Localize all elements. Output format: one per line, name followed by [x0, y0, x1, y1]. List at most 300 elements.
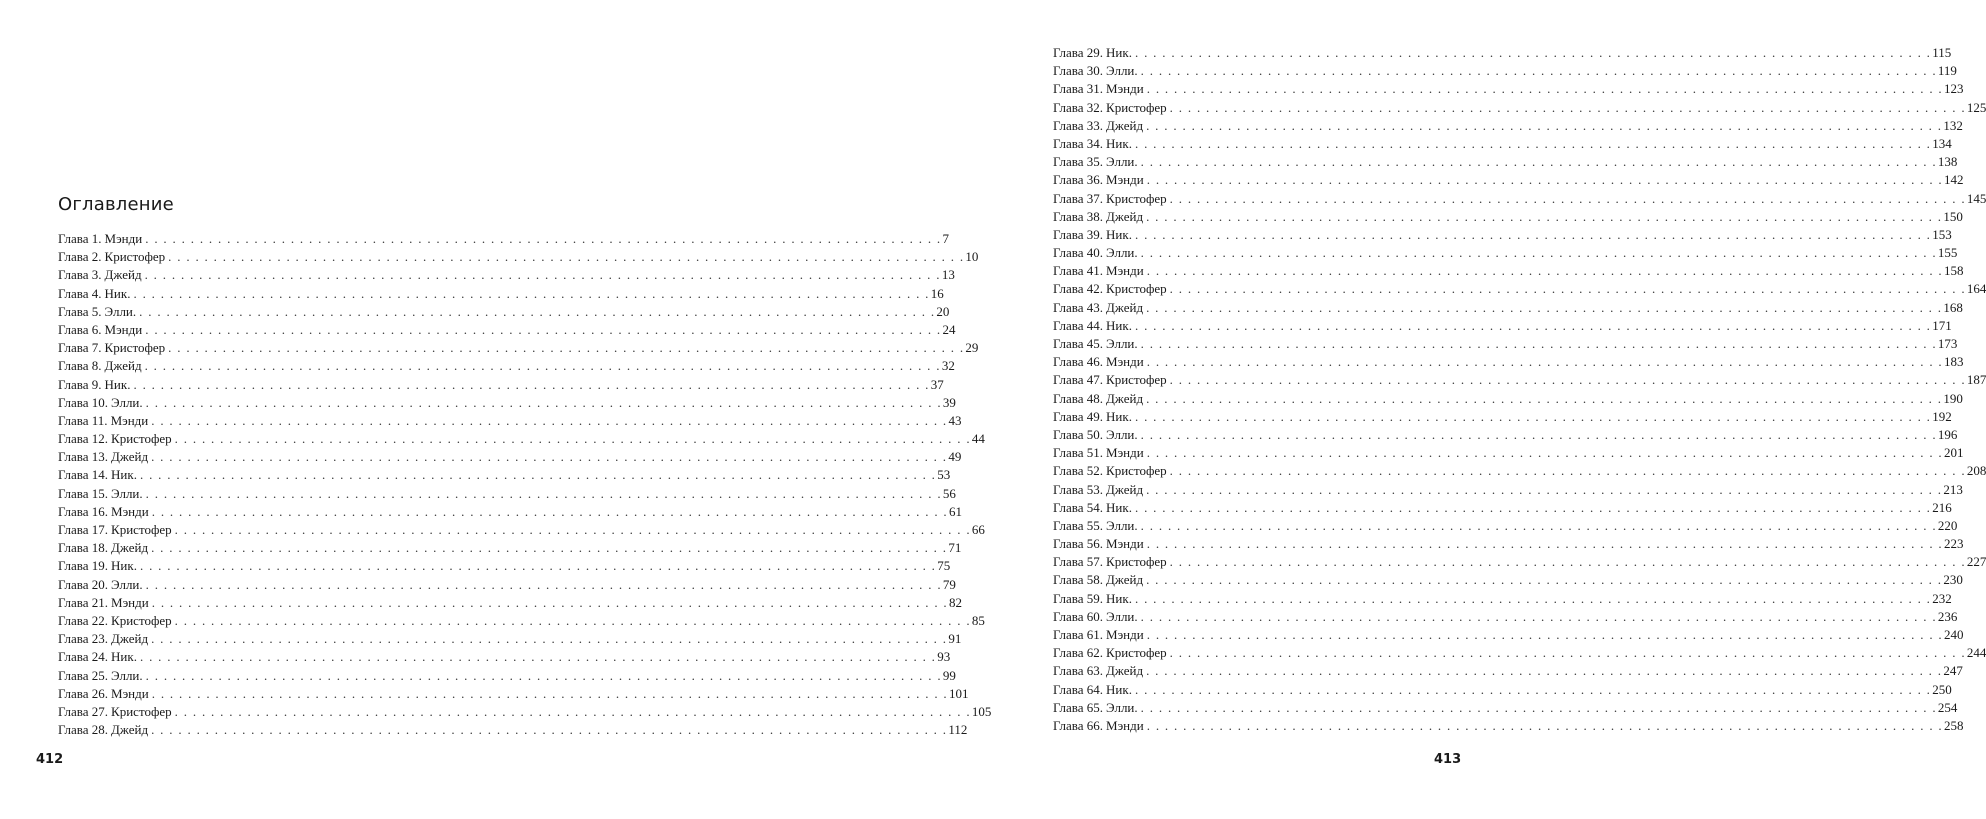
toc-entry: [1053, 99, 1986, 117]
chapter-title: Джейд: [111, 540, 149, 556]
right-page: [500, 0, 1986, 819]
chapter-title: Мэнди: [111, 594, 149, 610]
chapter-page-number: 168: [1943, 299, 1963, 315]
dot-leader: [1147, 535, 1943, 553]
chapter-page-number: 119: [1937, 63, 1957, 79]
chapter-page-number: 101: [948, 685, 969, 701]
chapter-label: Глава 2.: [58, 249, 102, 265]
toc-entry: [58, 230, 949, 248]
dot-leader: [1135, 44, 1931, 62]
chapter-label: Глава 15.: [58, 485, 109, 501]
chapter-page-number: 43: [948, 412, 962, 428]
chapter-title: Мэнди: [104, 321, 143, 337]
chapter-page-number: 240: [1943, 627, 1964, 642]
toc-entry: [58, 630, 962, 648]
toc-entry: [58, 594, 962, 612]
chapter-page-number: 258: [1943, 717, 1964, 733]
chapter-label: Глава 17.: [58, 522, 109, 537]
dot-leader: [1135, 317, 1931, 335]
dot-leader: [1170, 462, 1966, 480]
dot-leader: [1141, 426, 1937, 444]
chapter-page-number: 37: [930, 376, 944, 392]
toc-entry: [1053, 262, 1964, 280]
dot-leader: [1135, 135, 1931, 153]
toc-entry: [1053, 717, 1964, 735]
chapter-title: Джейд: [1106, 572, 1144, 588]
chapter-label: Глава 33.: [1053, 117, 1104, 133]
toc-entry: [1053, 171, 1964, 189]
chapter-page-number: 223: [1943, 536, 1964, 552]
dot-leader: [1147, 717, 1943, 735]
toc-entry: [1053, 226, 1952, 244]
chapter-title: Ник.: [1106, 499, 1132, 515]
chapter-label: Глава 29.: [1053, 45, 1104, 60]
dot-leader: [1170, 553, 1966, 571]
chapter-label: Глава 5.: [58, 303, 102, 319]
toc-entry: [1053, 44, 1952, 62]
chapter-label: Глава 36.: [1053, 172, 1104, 188]
chapter-title: Кристофер: [104, 340, 166, 356]
chapter-title: Ник.: [1106, 226, 1132, 242]
dot-leader: [1147, 353, 1943, 371]
chapter-title: Элли.: [111, 394, 143, 410]
page-number-right: 413: [1434, 752, 1462, 767]
chapter-title: Джейд: [111, 722, 149, 738]
dot-leader: [1135, 499, 1931, 517]
chapter-title: Кристофер: [1106, 554, 1167, 570]
dot-leader: [1147, 444, 1943, 462]
chapter-title: Элли.: [1106, 154, 1138, 170]
chapter-page-number: 16: [930, 285, 944, 301]
chapter-page-number: 91: [948, 631, 962, 647]
toc-entry: [1053, 353, 1964, 371]
chapter-title: Мэнди: [1106, 81, 1144, 97]
dot-leader: [1146, 481, 1942, 499]
chapter-label: Глава 65.: [1053, 699, 1104, 715]
chapter-label: Глава 53.: [1053, 481, 1104, 497]
chapter-label: Глава 49.: [1053, 408, 1104, 424]
chapter-page-number: 247: [1943, 663, 1963, 679]
chapter-page-number: 190: [1943, 390, 1963, 406]
dot-leader: [1170, 190, 1966, 208]
chapter-title: Ник.: [1106, 681, 1132, 697]
chapter-title: Элли.: [1106, 63, 1138, 79]
toc-entry: [58, 430, 985, 448]
chapter-page-number: 93: [937, 649, 951, 665]
toc-entry: [1053, 408, 1952, 426]
toc-entry: [1053, 517, 1958, 535]
chapter-label: Глава 22.: [58, 612, 109, 628]
chapter-label: Глава 1.: [58, 231, 102, 246]
chapter-title: Элли.: [1106, 608, 1138, 624]
toc-entry: [58, 376, 944, 394]
chapter-title: Мэнди: [1106, 263, 1144, 279]
dot-leader: [1141, 699, 1937, 717]
toc-list-left: [58, 230, 992, 739]
chapter-label: Глава 48.: [1053, 390, 1104, 406]
dot-leader: [1147, 262, 1943, 280]
dot-leader: [1141, 62, 1937, 80]
dot-leader: [1135, 681, 1931, 699]
chapter-title: Мэнди: [110, 412, 149, 428]
chapter-page-number: 123: [1943, 81, 1964, 97]
chapter-label: Глава 47.: [1053, 372, 1104, 388]
chapter-page-number: 10: [965, 249, 979, 265]
chapter-title: Ник.: [104, 285, 131, 301]
toc-entry: [58, 339, 979, 357]
chapter-page-number: 125: [1966, 99, 1986, 115]
toc-heading: Оглавление: [58, 194, 174, 215]
chapter-title: Ник.: [104, 376, 131, 392]
chapter-label: Глава 43.: [1053, 299, 1104, 315]
chapter-title: Джейд: [104, 267, 142, 283]
chapter-label: Глава 39.: [1053, 226, 1104, 242]
chapter-page-number: 216: [1932, 499, 1952, 515]
chapter-label: Глава 62.: [1053, 645, 1104, 661]
chapter-label: Глава 13.: [58, 449, 109, 465]
toc-entry: [58, 448, 962, 466]
toc-entry: [58, 612, 985, 630]
chapter-label: Глава 57.: [1053, 554, 1104, 570]
toc-entry: [58, 685, 969, 703]
chapter-title: Ник.: [111, 558, 137, 574]
chapter-page-number: 153: [1932, 226, 1952, 242]
chapter-page-number: 13: [941, 267, 955, 283]
chapter-label: Глава 7.: [58, 340, 102, 356]
chapter-label: Глава 37.: [1053, 190, 1104, 206]
chapter-title: Элли.: [1106, 699, 1138, 715]
toc-entry: [58, 248, 979, 266]
chapter-page-number: 44: [971, 431, 985, 447]
dot-leader: [1146, 299, 1942, 317]
chapter-page-number: 155: [1937, 245, 1958, 261]
toc-entry: [1053, 590, 1952, 608]
chapter-title: Джейд: [1106, 117, 1144, 133]
toc-entry: [58, 721, 968, 739]
chapter-label: Глава 25.: [58, 667, 109, 683]
chapter-label: Глава 40.: [1053, 245, 1104, 261]
dot-leader: [1147, 171, 1943, 189]
chapter-label: Глава 64.: [1053, 681, 1104, 697]
toc-entry: [1053, 444, 1964, 462]
chapter-title: Элли.: [111, 667, 143, 683]
chapter-page-number: 227: [1966, 554, 1986, 570]
dot-leader: [1170, 644, 1966, 662]
dot-leader: [1135, 408, 1931, 426]
chapter-label: Глава 35.: [1053, 154, 1104, 170]
chapter-label: Глава 11.: [58, 412, 108, 428]
toc-entry: [58, 466, 951, 484]
chapter-label: Глава 54.: [1053, 499, 1104, 515]
toc-entry: [1053, 626, 1964, 644]
dot-leader: [1170, 99, 1966, 117]
dot-leader: [1135, 226, 1931, 244]
chapter-page-number: 24: [942, 321, 956, 337]
toc-entry: [1053, 153, 1958, 171]
chapter-page-number: 196: [1937, 426, 1958, 442]
chapter-page-number: 39: [942, 394, 956, 410]
chapter-page-number: 232: [1932, 590, 1952, 606]
chapter-label: Глава 3.: [58, 267, 102, 283]
toc-entry: [1053, 608, 1958, 626]
chapter-title: Кристофер: [104, 249, 166, 265]
chapter-label: Глава 66.: [1053, 717, 1104, 733]
chapter-title: Элли.: [104, 303, 137, 319]
chapter-page-number: 115: [1932, 45, 1952, 60]
toc-entry: [58, 321, 956, 339]
toc-entry: [1053, 335, 1958, 353]
dot-leader: [1147, 626, 1943, 644]
chapter-title: Мэнди: [1106, 172, 1144, 188]
chapter-page-number: 187: [1966, 372, 1986, 388]
chapter-label: Глава 30.: [1053, 63, 1104, 79]
chapter-label: Глава 51.: [1053, 445, 1104, 461]
chapter-page-number: 132: [1943, 117, 1963, 133]
chapter-page-number: 29: [965, 340, 979, 356]
chapter-title: Джейд: [1106, 208, 1144, 224]
toc-entry: [58, 648, 951, 666]
chapter-title: Элли.: [111, 576, 143, 592]
chapter-label: Глава 31.: [1053, 81, 1104, 97]
chapter-label: Глава 10.: [58, 394, 109, 410]
toc-entry: [1053, 571, 1963, 589]
chapter-page-number: 7: [942, 231, 949, 246]
chapter-page-number: 79: [942, 576, 956, 592]
toc-entry: [58, 412, 962, 430]
chapter-label: Глава 9.: [58, 376, 102, 392]
chapter-title: Мэнди: [1106, 536, 1144, 552]
toc-entry: [1053, 280, 1986, 298]
chapter-page-number: 75: [937, 558, 951, 574]
chapter-page-number: 49: [948, 449, 962, 465]
chapter-label: Глава 59.: [1053, 590, 1104, 606]
chapter-label: Глава 58.: [1053, 572, 1104, 588]
toc-entry: [1053, 371, 1986, 389]
chapter-title: Мэнди: [1106, 717, 1144, 733]
chapter-title: Джейд: [1106, 299, 1144, 315]
toc-entry: [1053, 135, 1952, 153]
chapter-page-number: 213: [1943, 481, 1963, 497]
chapter-label: Глава 27.: [58, 703, 109, 719]
chapter-title: Элли.: [111, 485, 143, 501]
chapter-page-number: 250: [1932, 681, 1952, 697]
toc-entry: [58, 503, 962, 521]
toc-entry: [1053, 681, 1952, 699]
chapter-title: Джейд: [111, 631, 149, 647]
chapter-title: Джейд: [111, 449, 149, 465]
chapter-label: Глава 63.: [1053, 663, 1104, 679]
toc-entry: [1053, 244, 1958, 262]
toc-entry: [58, 303, 950, 321]
chapter-title: Джейд: [1106, 481, 1144, 497]
dot-leader: [1170, 371, 1966, 389]
chapter-page-number: 254: [1937, 699, 1958, 715]
chapter-label: Глава 4.: [58, 285, 102, 301]
chapter-label: Глава 38.: [1053, 208, 1104, 224]
chapter-page-number: 82: [948, 594, 962, 610]
toc-entry: [1053, 535, 1964, 553]
toc-entry: [1053, 662, 1963, 680]
chapter-page-number: 61: [948, 503, 962, 519]
toc-entry: [1053, 553, 1986, 571]
toc-entry: [1053, 426, 1958, 444]
dot-leader: [1141, 153, 1937, 171]
chapter-page-number: 134: [1932, 135, 1952, 151]
toc-entry: [1053, 208, 1963, 226]
chapter-page-number: 150: [1943, 208, 1963, 224]
chapter-page-number: 66: [971, 522, 985, 537]
chapter-title: Ник.: [111, 467, 137, 483]
chapter-title: Элли.: [1106, 426, 1138, 442]
chapter-title: Джейд: [1106, 390, 1144, 406]
chapter-page-number: 230: [1943, 572, 1963, 588]
dot-leader: [1141, 335, 1937, 353]
toc-entry: [58, 557, 951, 575]
toc-entry: [1053, 390, 1963, 408]
toc-entry: [58, 521, 985, 539]
toc-entry: [1053, 699, 1958, 717]
chapter-label: Глава 60.: [1053, 608, 1104, 624]
dot-leader: [1135, 590, 1931, 608]
toc-entry: [1053, 190, 1986, 208]
chapter-label: Глава 19.: [58, 558, 109, 574]
dot-leader: [1146, 662, 1942, 680]
chapter-label: Глава 26.: [58, 685, 109, 701]
chapter-label: Глава 18.: [58, 540, 109, 556]
chapter-label: Глава 20.: [58, 576, 109, 592]
chapter-title: Мэнди: [104, 231, 143, 246]
toc-entry: [1053, 317, 1952, 335]
toc-entry: [1053, 299, 1963, 317]
chapter-label: Глава 42.: [1053, 281, 1104, 297]
chapter-title: Ник.: [1106, 135, 1132, 151]
toc-entry: [58, 539, 962, 557]
chapter-page-number: 173: [1937, 336, 1958, 351]
chapter-page-number: 183: [1943, 354, 1964, 370]
chapter-label: Глава 23.: [58, 631, 109, 647]
chapter-label: Глава 46.: [1053, 354, 1104, 370]
chapter-label: Глава 16.: [58, 503, 109, 519]
chapter-title: Мэнди: [111, 685, 149, 701]
chapter-title: Мэнди: [1106, 354, 1144, 370]
dot-leader: [1146, 117, 1942, 135]
toc-entry: [58, 285, 944, 303]
chapter-title: Кристофер: [1106, 645, 1167, 661]
chapter-page-number: 71: [948, 540, 962, 556]
chapter-page-number: 236: [1937, 608, 1958, 624]
chapter-label: Глава 14.: [58, 467, 109, 483]
dot-leader: [1146, 208, 1942, 226]
chapter-page-number: 192: [1932, 408, 1952, 424]
chapter-label: Глава 24.: [58, 649, 109, 665]
chapter-page-number: 220: [1937, 517, 1958, 533]
chapter-title: Кристофер: [1106, 281, 1167, 297]
chapter-page-number: 138: [1937, 154, 1958, 170]
chapter-title: Кристофер: [111, 522, 172, 537]
chapter-label: Глава 34.: [1053, 135, 1104, 151]
chapter-page-number: 171: [1932, 317, 1952, 333]
toc-entry: [1053, 481, 1963, 499]
chapter-page-number: 99: [942, 667, 956, 683]
chapter-title: Элли.: [1106, 517, 1138, 533]
chapter-page-number: 158: [1943, 263, 1964, 279]
chapter-title: Кристофер: [111, 703, 172, 719]
toc-entry: [1053, 644, 1986, 662]
toc-entry: [1053, 462, 1986, 480]
chapter-title: Элли.: [1106, 336, 1138, 351]
toc-entry: [1053, 499, 1952, 517]
chapter-title: Кристофер: [1106, 372, 1167, 388]
chapter-page-number: 244: [1966, 645, 1986, 661]
chapter-title: Мэнди: [111, 503, 149, 519]
toc-entry: [58, 576, 956, 594]
dot-leader: [1147, 80, 1943, 98]
chapter-title: Джейд: [1106, 663, 1144, 679]
chapter-page-number: 85: [971, 612, 985, 628]
toc-entry: [1053, 117, 1963, 135]
chapter-label: Глава 6.: [58, 321, 102, 337]
chapter-label: Глава 8.: [58, 358, 102, 374]
dot-leader: [1146, 390, 1942, 408]
chapter-title: Мэнди: [1106, 445, 1144, 461]
toc-entry: [58, 394, 956, 412]
chapter-page-number: 32: [941, 358, 955, 374]
chapter-title: Джейд: [104, 358, 142, 374]
chapter-label: Глава 45.: [1053, 336, 1104, 351]
chapter-label: Глава 56.: [1053, 536, 1104, 552]
chapter-page-number: 145: [1966, 190, 1986, 206]
chapter-title: Кристофер: [111, 431, 172, 447]
chapter-title: Ник.: [1106, 317, 1132, 333]
page-number-left: 412: [36, 752, 64, 767]
chapter-title: Кристофер: [1106, 190, 1167, 206]
toc-entry: [58, 703, 992, 721]
dot-leader: [1141, 244, 1937, 262]
chapter-label: Глава 28.: [58, 722, 109, 738]
chapter-label: Глава 61.: [1053, 627, 1104, 642]
chapter-label: Глава 41.: [1053, 263, 1104, 279]
toc-list-right: [1053, 44, 1986, 735]
toc-entry: [58, 357, 955, 375]
chapter-label: Глава 50.: [1053, 426, 1104, 442]
chapter-label: Глава 55.: [1053, 517, 1104, 533]
chapter-title: Кристофер: [111, 612, 172, 628]
dot-leader: [1141, 608, 1937, 626]
toc-entry: [58, 266, 955, 284]
toc-entry: [1053, 80, 1964, 98]
chapter-page-number: 112: [948, 722, 968, 738]
chapter-page-number: 164: [1966, 281, 1986, 297]
toc-entry: [1053, 62, 1957, 80]
chapter-title: Ник.: [1106, 45, 1132, 60]
toc-entry: [58, 667, 956, 685]
toc-entry: [58, 485, 956, 503]
chapter-title: Кристофер: [1106, 463, 1167, 479]
chapter-page-number: 53: [937, 467, 951, 483]
chapter-title: Ник.: [1106, 408, 1132, 424]
chapter-title: Кристофер: [1106, 99, 1167, 115]
chapter-label: Глава 52.: [1053, 463, 1104, 479]
dot-leader: [1141, 517, 1937, 535]
chapter-page-number: 105: [971, 703, 992, 719]
chapter-page-number: 142: [1943, 172, 1964, 188]
chapter-page-number: 201: [1943, 445, 1964, 461]
chapter-label: Глава 12.: [58, 431, 109, 447]
chapter-page-number: 208: [1966, 463, 1986, 479]
chapter-label: Глава 32.: [1053, 99, 1104, 115]
chapter-page-number: 56: [942, 485, 956, 501]
chapter-page-number: 20: [936, 303, 950, 319]
